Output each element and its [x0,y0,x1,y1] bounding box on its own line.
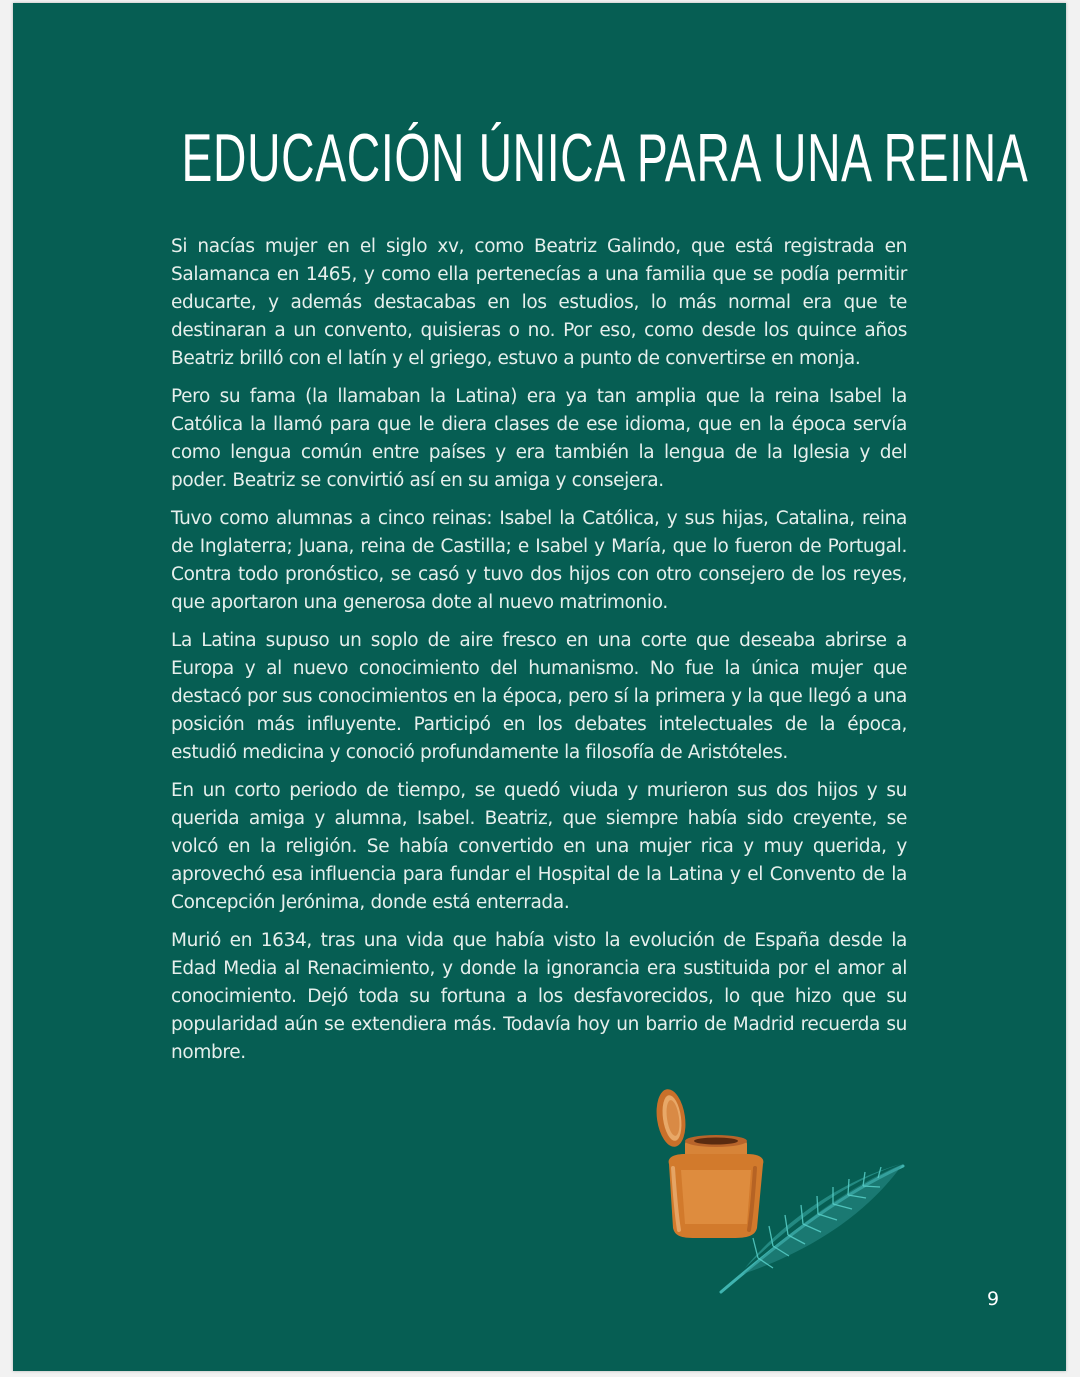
paragraph-5: En un corto periodo de tiempo, se quedó viuda y murieron sus dos hijos y su querida amiga y alumna, Isabel. Beatriz, que siempre había sido creyente, se volcó en la religión. Se había convertido en una mujer rica y muy querida, y aprovechó esa influencia para fundar el Hospital de la Latina y el Convento de la Concepción Jerónima, donde está enterrada. [171,780,907,913]
page-title: EDUCACIÓN ÚNICA PARA UNA REINA [181,120,1029,196]
paragraph-1: Si nacías mujer en el siglo xv, como Beatriz Galindo, que está registrada en Salamanca en 1465, y como ella pertenecías a una familia que se podía permitir educarte, y además destacabas en los estudios, lo más normal era que te destinaran a un convento, quisieras o no. Por eso, como desde los quince años Beatriz brilló con el latín y el griego, estuvo a punto de convertirse en monja. [171,236,907,369]
book-page [13,3,1066,1371]
paragraph-6: Murió en 1634, tras una vida que había visto la evolución de España desde la Edad Media al Renacimiento, y donde la ignorancia era sustituida por el amor al conocimiento. Dejó toda su fortuna a los desfavorecidos, lo que hizo que su popularidad aún se extendiera más. Todavía hoy un barrio de Madrid recuerda su nombre. [171,930,907,1063]
illustration-svg [633,1078,923,1298]
page-number: 9 [986,1288,1000,1310]
paragraph-4: La Latina supuso un soplo de aire fresco en una corte que deseaba abrirse a Europa y al nuevo conocimiento del humanismo. No fue la única mujer que destacó por sus conocimientos en la época, pero sí la primera y la que llegó a una posición más influyente. Participó en los debates intelectuales de la época, estudió medicina y conoció profundamente la filosofía de Aristóteles. [171,630,907,763]
paragraph-3: Tuvo como alumnas a cinco reinas: Isabel la Católica, y sus hijas, Catalina, reina de Inglaterra; Juana, reina de Castilla; e Isabel y María, que lo fueron de Portugal. Contra todo pronóstico, se casó y tuvo dos hijos con otro consejero de los reyes, que aportaron una generosa dote al nuevo matrimonio. [171,508,907,613]
body-text [171,233,907,1077]
paragraph-2: Pero su fama (la llamaban la Latina) era ya tan amplia que la reina Isabel la Católica la llamó para que le diera clases de ese idioma, que en la época servía como lengua común entre países y era también la lengua de la Iglesia y del poder. Beatriz se convirtió así en su amiga y consejera. [171,386,907,491]
ink-pot-icon [653,1087,763,1238]
inkpot-quill-illustration [633,1078,923,1302]
